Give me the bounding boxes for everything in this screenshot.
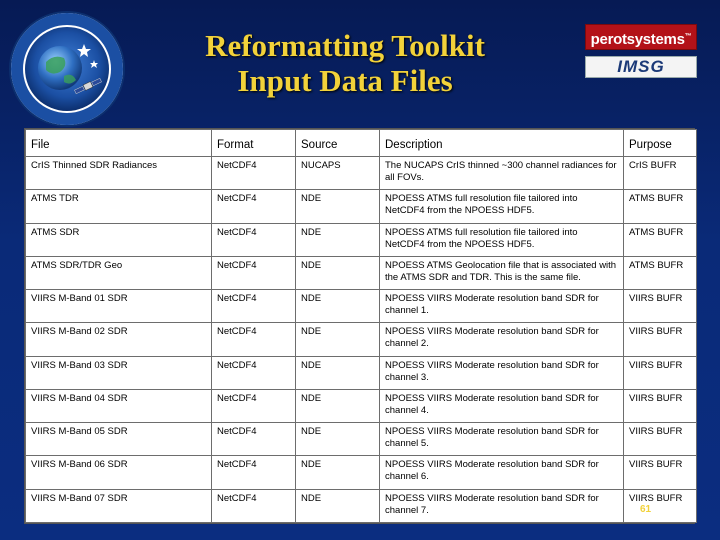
table-row: [26, 190, 697, 223]
cell-format: NetCDF4: [212, 489, 296, 522]
cell-format: NetCDF4: [212, 323, 296, 356]
table-header-row: [26, 130, 697, 157]
cell-format: NetCDF4: [212, 389, 296, 422]
cell-purpose: VIIRS BUFR: [624, 290, 697, 323]
title-line-2: Input Data Files: [237, 63, 453, 98]
cell-purpose: VIIRS BUFR: [624, 356, 697, 389]
imsg-logo: [585, 56, 697, 78]
cell-format: NetCDF4: [212, 423, 296, 456]
cell-format: NetCDF4: [212, 356, 296, 389]
cell-purpose: VIIRS BUFR: [624, 456, 697, 489]
cell-purpose: ATMS BUFR: [624, 190, 697, 223]
cell-file: VIIRS M-Band 01 SDR: [26, 290, 212, 323]
cell-format: NetCDF4: [212, 256, 296, 289]
table-row: [26, 423, 697, 456]
cell-file: ATMS TDR: [26, 190, 212, 223]
cell-description: NPOESS ATMS full resolution file tailored into NetCDF4 from the NPOESS HDF5.: [380, 190, 624, 223]
table-row: [26, 456, 697, 489]
cell-purpose: VIIRS BUFR: [624, 323, 697, 356]
cell-source: NDE: [296, 256, 380, 289]
cell-source: NDE: [296, 356, 380, 389]
cell-source: NDE: [296, 190, 380, 223]
cell-file: CrIS Thinned SDR Radiances: [26, 157, 212, 190]
cell-description: NPOESS VIIRS Moderate resolution band SDR for channel 1.: [380, 290, 624, 323]
title-line-1: Reformatting Toolkit: [205, 28, 485, 63]
cell-source: NDE: [296, 223, 380, 256]
cell-purpose: ATMS BUFR: [624, 256, 697, 289]
input-data-files-table: [24, 128, 695, 524]
cell-file: VIIRS M-Band 04 SDR: [26, 389, 212, 422]
table-row: [26, 256, 697, 289]
table-row: [26, 489, 697, 522]
cell-description: NPOESS VIIRS Moderate resolution band SDR for channel 2.: [380, 323, 624, 356]
cell-purpose: VIIRS BUFR: [624, 389, 697, 422]
table-row: [26, 356, 697, 389]
cell-description: NPOESS VIIRS Moderate resolution band SDR for channel 5.: [380, 423, 624, 456]
table-row: [26, 223, 697, 256]
cell-source: NDE: [296, 423, 380, 456]
cell-description: NPOESS VIIRS Moderate resolution band SDR for channel 6.: [380, 456, 624, 489]
cell-description: NPOESS ATMS full resolution file tailored into NetCDF4 from the NPOESS HDF5.: [380, 223, 624, 256]
imsg-logo-text: IMSG: [617, 57, 665, 76]
data-table: [25, 129, 697, 523]
cell-description: NPOESS VIIRS Moderate resolution band SDR for channel 4.: [380, 389, 624, 422]
page-number: 61: [640, 504, 652, 515]
perot-systems-logo: perotsystems™: [585, 24, 697, 50]
column-header-format: Format: [212, 130, 296, 157]
cell-source: NDE: [296, 489, 380, 522]
cell-purpose: ATMS BUFR: [624, 223, 697, 256]
table-row: [26, 323, 697, 356]
table-row: [26, 389, 697, 422]
cell-file: VIIRS M-Band 03 SDR: [26, 356, 212, 389]
noaa-nesdis-star-seal-logo: [8, 10, 126, 128]
column-header-file: File: [26, 130, 212, 157]
cell-file: ATMS SDR/TDR Geo: [26, 256, 212, 289]
cell-file: VIIRS M-Band 02 SDR: [26, 323, 212, 356]
cell-file: VIIRS M-Band 07 SDR: [26, 489, 212, 522]
cell-format: NetCDF4: [212, 456, 296, 489]
cell-purpose: VIIRS BUFR: [624, 489, 697, 522]
cell-description: NPOESS VIIRS Moderate resolution band SDR for channel 3.: [380, 356, 624, 389]
column-header-source: Source: [296, 130, 380, 157]
cell-format: NetCDF4: [212, 223, 296, 256]
cell-purpose: VIIRS BUFR: [624, 423, 697, 456]
table-row: [26, 157, 697, 190]
perot-systems-logo-text: perotsystems: [590, 31, 685, 48]
cell-format: NetCDF4: [212, 290, 296, 323]
cell-description: NPOESS VIIRS Moderate resolution band SDR for channel 7.: [380, 489, 624, 522]
cell-format: NetCDF4: [212, 190, 296, 223]
cell-source: NDE: [296, 323, 380, 356]
cell-file: VIIRS M-Band 05 SDR: [26, 423, 212, 456]
cell-file: VIIRS M-Band 06 SDR: [26, 456, 212, 489]
column-header-description: Description: [380, 130, 624, 157]
cell-purpose: CrIS BUFR: [624, 157, 697, 190]
cell-source: NDE: [296, 456, 380, 489]
cell-source: NDE: [296, 290, 380, 323]
column-header-purpose: Purpose: [624, 130, 697, 157]
cell-description: NPOESS ATMS Geolocation file that is associated with the ATMS SDR and TDR. This is the same file.: [380, 256, 624, 289]
table-row: [26, 290, 697, 323]
cell-source: NDE: [296, 389, 380, 422]
cell-source: NUCAPS: [296, 157, 380, 190]
cell-format: NetCDF4: [212, 157, 296, 190]
cell-description: The NUCAPS CrIS thinned ~300 channel radiances for all FOVs.: [380, 157, 624, 190]
slide-title: [130, 28, 560, 98]
cell-file: ATMS SDR: [26, 223, 212, 256]
